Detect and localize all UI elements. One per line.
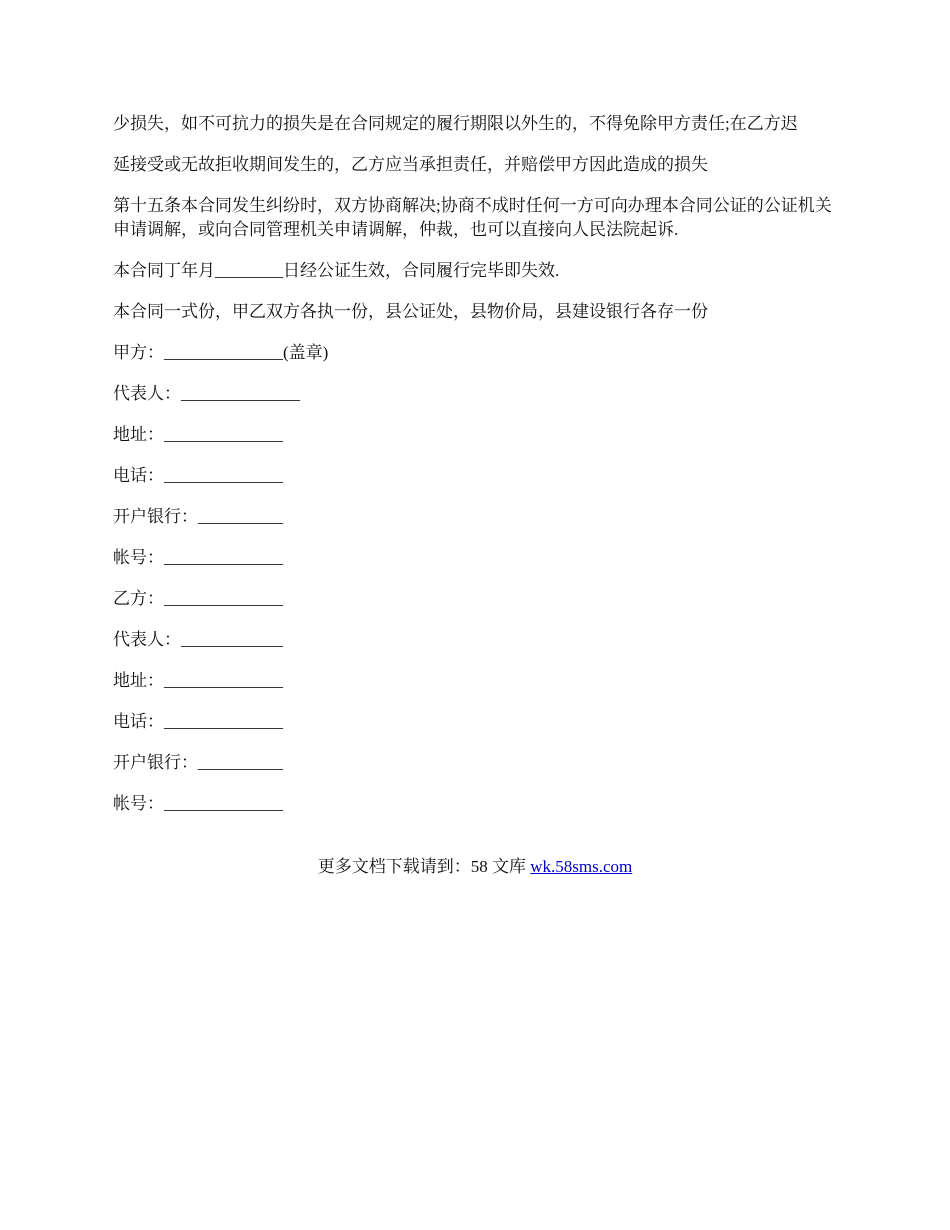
party-a-bank-field: 开户银行：__________ <box>113 507 283 526</box>
party-b-account-field: 帐号：______________ <box>113 794 283 813</box>
footer-link[interactable]: wk.58sms.com <box>530 857 633 876</box>
party-a-representative-field: 代表人：______________ <box>113 384 300 403</box>
download-footer <box>0 855 950 879</box>
party-a-address-field: 地址：______________ <box>113 425 283 444</box>
party-a-phone-field: 电话：______________ <box>113 466 283 485</box>
party-b-phone-field: 电话：______________ <box>113 712 283 731</box>
party-b-field: 乙方：______________ <box>113 589 283 608</box>
paragraph-effective-date: 本合同丁年月________日经公证生效，合同履行完毕即失效. <box>113 261 560 280</box>
party-a-account-field: 帐号：______________ <box>113 548 283 567</box>
paragraph-copies: 本合同一式份，甲乙双方各执一份，县公证处，县物价局，县建设银行各存一份 <box>113 302 708 321</box>
document-body <box>113 112 833 833</box>
party-b-representative-field: 代表人：____________ <box>113 630 283 649</box>
party-b-address-field: 地址：______________ <box>113 671 283 690</box>
party-a-block <box>113 341 833 570</box>
party-b-block <box>113 587 833 816</box>
paragraph-loss-liability: 少损失，如不可抗力的损失是在合同规定的履行期限以外生的，不得免除甲方责任;在乙方迟 <box>113 114 798 133</box>
paragraph-dispute-resolution: 第十五条本合同发生纠纷时，双方协商解决;协商不成时任何一方可向办理本合同公证的公证机关申请调解，或向合同管理机关申请调解，仲裁，也可以直接向人民法院起诉. <box>113 196 832 239</box>
footer-text: 更多文档下载请到：58 文库 <box>317 857 531 876</box>
party-a-field: 甲方：______________(盖章) <box>113 343 329 362</box>
party-b-bank-field: 开户银行：__________ <box>113 753 283 772</box>
paragraph-delayed-acceptance: 延接受或无故拒收期间发生的，乙方应当承担责任，并赔偿甲方因此造成的损失 <box>113 155 708 174</box>
